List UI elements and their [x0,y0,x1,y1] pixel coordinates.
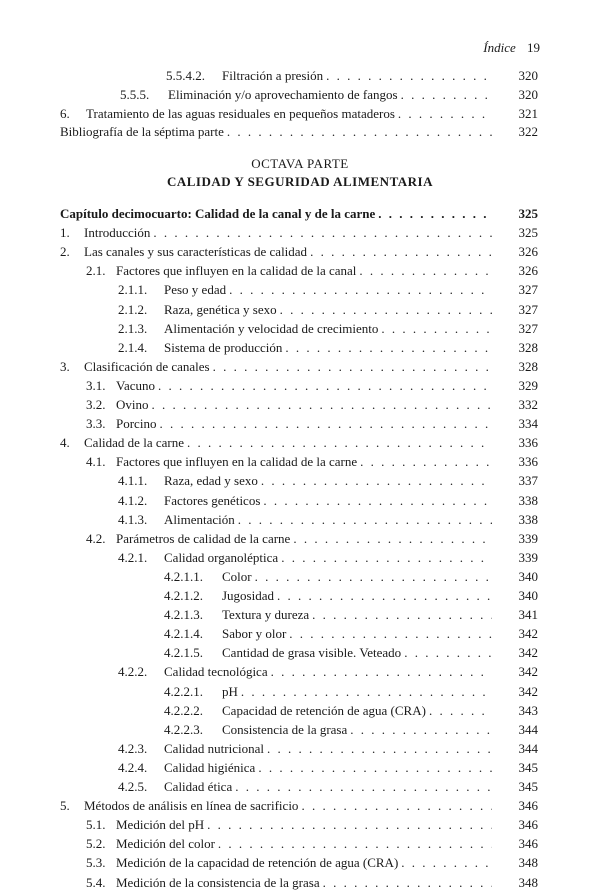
toc-entry-number: 5.1. [86,817,106,832]
toc-entry-title-wrap [84,243,498,261]
toc-entry [0,835,600,853]
dot-leader [158,377,492,395]
toc-entry [0,243,600,261]
toc-entry-title-wrap [60,205,498,223]
toc-entry-number: 2.1.3. [118,321,148,336]
toc-entry-number: 4.2. [86,531,106,546]
toc-entry-page: 346 [518,836,538,851]
toc-entry-title-wrap [84,434,498,452]
toc-entry [0,663,600,681]
toc-entry-number: 4.2.4. [118,760,148,775]
toc-entry-page: 326 [518,263,538,278]
toc-entry-title: Calidad de la carne [84,435,184,450]
toc-entry-title: Parámetros de calidad de la carne [116,531,291,546]
toc-entry-page: 345 [518,760,538,775]
dot-leader [404,644,492,662]
dot-leader [229,281,492,299]
toc-entry-page: 327 [518,282,538,297]
toc-entry-title: Jugosidad [222,588,274,603]
toc-entry-title-wrap [164,511,498,529]
toc-entry-page: 325 [518,206,538,221]
toc-entry-number: 4.2.2.3. [164,722,203,737]
toc-entry [0,377,600,395]
toc-entry-title: Calidad tecnológica [164,664,268,679]
toc-entry-title-wrap [164,740,498,758]
dot-leader [235,778,492,796]
toc-entry [0,105,600,123]
dot-leader [429,702,492,720]
toc-entry-page: 328 [518,359,538,374]
toc-entry-number: 5.2. [86,836,106,851]
toc-entry-title: Sistema de producción [164,340,283,355]
dot-leader [187,434,492,452]
toc-entry-title-wrap [84,224,498,242]
toc-entry-title: Peso y edad [164,282,227,297]
toc-entry-title-wrap [84,358,498,376]
toc-entry-title: Tratamiento de las aguas residuales en pequeños mataderos [86,106,395,121]
toc-entry-title-wrap [116,874,498,892]
toc-entry-number: 4. [60,435,70,450]
toc-entry-number: 3.1. [86,378,106,393]
toc-entry-title-wrap [164,320,498,338]
toc-entry [0,301,600,319]
toc-entry-title-wrap [168,86,498,104]
toc-entry-title-wrap [164,339,498,357]
toc-entry-title-wrap [164,492,498,510]
dot-leader [159,415,492,433]
toc-entry-title: Textura y dureza [222,607,310,622]
toc-entry-title: Ovino [116,397,149,412]
toc-entry-title-wrap [222,67,498,85]
toc-entry-title: Clasificación de canales [84,359,210,374]
toc-entry-title-wrap [164,472,498,490]
toc-entry-title-wrap [222,721,498,739]
toc-entry-page: 321 [518,106,538,121]
dot-leader [153,224,492,242]
toc-entry-page: 342 [518,684,538,699]
toc-entry-number: 2.1.4. [118,340,148,355]
dot-leader [238,511,492,529]
toc-entry-page: 344 [518,722,538,737]
header-page-number: 19 [527,40,540,55]
toc-entry-title: Consistencia de la grasa [222,722,348,737]
toc-entry-title: Medición de la capacidad de retención de agua (CRA) [116,855,399,870]
toc-entry-title: Capacidad de retención de agua (CRA) [222,703,426,718]
toc-entry [0,683,600,701]
header-title: Índice [483,40,516,55]
toc-entry-title-wrap [164,759,498,777]
toc-entry-title-wrap [116,453,498,471]
toc-entry-title-wrap [164,281,498,299]
toc-entry [0,530,600,548]
toc-entry [0,67,600,85]
part-title: CALIDAD Y SEGURIDAD ALIMENTARIA [166,174,434,189]
toc-entry-number: 2.1. [86,263,106,278]
toc-entry-page: 348 [518,875,538,890]
toc-entry [0,415,600,433]
toc-entry [0,434,600,452]
toc-entry-page: 336 [518,435,538,450]
toc-entry-number: 4.2.2.1. [164,684,203,699]
dot-leader [360,453,492,471]
toc-entry-number: 4.2.3. [118,741,148,756]
dot-leader [241,683,492,701]
toc-entry-page: 327 [518,302,538,317]
toc-entry-title: Factores genéticos [164,493,261,508]
toc-entry-title: Factores que influyen en la calidad de la canal [116,263,357,278]
toc-entry-title-wrap [222,625,498,643]
toc-entry-page: 346 [518,817,538,832]
dot-leader [227,123,492,141]
toc-entry [0,797,600,815]
toc-entry-number: 3.3. [86,416,106,431]
toc-entry [0,320,600,338]
toc-entry [0,874,600,892]
toc-entry-title: Métodos de análisis en línea de sacrificio [84,798,299,813]
toc-entry-title-wrap [222,683,498,701]
toc-entry [0,472,600,490]
toc-entry [0,492,600,510]
toc-entry-title-wrap [222,587,498,605]
dot-leader [401,854,492,872]
toc-entry [0,262,600,280]
toc-entry-title: Calidad nutricional [164,741,265,756]
dot-leader [271,663,492,681]
toc-entry-title: Raza, edad y sexo [164,473,258,488]
toc-entry-page: 327 [518,321,538,336]
toc-entry-title: Color [222,569,252,584]
toc-entry-title-wrap [222,606,498,624]
toc-entry-page: 320 [518,87,538,102]
toc-entry-title: Calidad higiénica [164,760,256,775]
dot-leader [152,396,493,414]
toc-entry-page: 342 [518,664,538,679]
toc-entry [0,587,600,605]
dot-leader [381,320,492,338]
dot-leader [289,625,492,643]
toc-entry [0,453,600,471]
dot-leader [359,262,492,280]
toc-entry-title-wrap [164,549,498,567]
toc-entry-number: 3. [60,359,70,374]
toc-entry [0,281,600,299]
toc-entry-page: 328 [518,340,538,355]
toc-entry-number: 5.3. [86,855,106,870]
dot-leader [218,835,492,853]
toc-entry-title: Las canales y sus características de calidad [84,244,308,259]
toc-entry-number: 4.2.2.2. [164,703,203,718]
toc-entry-page: 344 [518,741,538,756]
dot-leader [401,86,492,104]
dot-leader [301,797,492,815]
toc-entry-page: 332 [518,397,538,412]
dot-leader [281,549,492,567]
toc-entry-page: 329 [518,378,538,393]
toc-entry-number: 4.2.1.4. [164,626,203,641]
toc-entry [0,740,600,758]
toc-entry-number: 3.2. [86,397,106,412]
toc-entry-title: Filtración a presión [222,68,324,83]
dot-leader [285,339,492,357]
toc-entry-title-wrap [86,105,498,123]
dot-leader [323,874,492,892]
toc-entry [0,568,600,586]
toc-entry-title: Introducción [84,225,151,240]
toc-entry-page: 320 [518,68,538,83]
dot-leader [267,740,492,758]
toc-entry-title: Calidad organoléptica [164,550,279,565]
toc-entry [0,702,600,720]
toc-entry-title-wrap [222,702,498,720]
toc-entry-number: 4.1.3. [118,512,148,527]
dot-leader [207,816,492,834]
toc-entry-title-wrap [60,123,498,141]
toc-entry [0,339,600,357]
toc-entry [0,625,600,643]
toc-entry-page: 325 [518,225,538,240]
toc-entry-title-wrap [116,262,498,280]
toc-entry-title-wrap [84,797,498,815]
toc-entry-title-wrap [116,816,498,834]
toc-entry [0,123,600,141]
toc-entry [0,644,600,662]
dot-leader [263,492,492,510]
toc-entry-title-wrap [164,778,498,796]
toc-entry-page: 339 [518,550,538,565]
toc-entry-number: 4.1.2. [118,493,148,508]
toc-entry-page: 340 [518,588,538,603]
dot-leader [280,301,492,319]
toc-entry-title: Factores que influyen en la calidad de la carne [116,454,358,469]
toc-entry-title-wrap [116,835,498,853]
dot-leader [255,568,492,586]
dot-leader [277,587,492,605]
toc-entry-page: 336 [518,454,538,469]
toc-entry-number: 4.2.2. [118,664,148,679]
toc-entry-page: 348 [518,855,538,870]
dot-leader [398,105,492,123]
dot-leader [350,721,492,739]
dot-leader [293,530,492,548]
part-label: OCTAVA PARTE [251,156,349,171]
toc-entry-number: 4.2.1.1. [164,569,203,584]
toc-entry-title: pH [222,684,238,699]
toc-entry-page: 346 [518,798,538,813]
toc-entry-title: Medición del color [116,836,215,851]
dot-leader [310,243,492,261]
dot-leader [312,606,492,624]
toc-entry-number: 1. [60,225,70,240]
toc-entry-number: 6. [60,106,70,121]
toc-entry-title-wrap [116,854,498,872]
toc-entry [0,759,600,777]
toc-entry-number: 4.2.1.5. [164,645,203,660]
toc-entry-title: Cantidad de grasa visible. Veteado [222,645,402,660]
toc-entry [0,606,600,624]
toc-entry-page: 326 [518,244,538,259]
toc-entry [0,511,600,529]
toc-entry [0,205,600,223]
toc-entry-title-wrap [222,568,498,586]
toc-entry-page: 340 [518,569,538,584]
toc-entry-number: 4.1.1. [118,473,148,488]
toc-entry-page: 342 [518,626,538,641]
toc-entry-title-wrap [164,301,498,319]
toc-entry-number: 2.1.2. [118,302,148,317]
toc-entry [0,854,600,872]
toc-entry-title-wrap [164,663,498,681]
toc-entry-number: 2. [60,244,70,259]
toc-entry-number: 4.2.1.3. [164,607,203,622]
toc-entry-page: 343 [518,703,538,718]
toc-entry-title-wrap [116,377,498,395]
toc-entry-page: 341 [518,607,538,622]
toc-entry-page: 334 [518,416,538,431]
toc-entry-number: 4.2.1. [118,550,148,565]
toc-entry [0,86,600,104]
toc-entry-title: Alimentación y velocidad de crecimiento [164,321,379,336]
dot-leader [213,358,492,376]
toc-entry-page: 337 [518,473,538,488]
toc-entry-title: Vacuno [116,378,155,393]
toc-entry-title-wrap [222,644,498,662]
toc-entry [0,358,600,376]
toc-entry [0,721,600,739]
toc-entry [0,396,600,414]
toc-entry-title: Porcino [116,416,157,431]
toc-entry-title: Raza, genética y sexo [164,302,277,317]
toc-entry [0,778,600,796]
toc-entry-number: 5.5.5. [120,87,150,102]
toc-entry-page: 339 [518,531,538,546]
toc-entry-title-wrap [116,396,498,414]
toc-entry-number: 2.1.1. [118,282,148,297]
toc-entry-title-wrap [116,415,498,433]
toc-entry-page: 338 [518,512,538,527]
toc-entry-page: 345 [518,779,538,794]
toc-entry-title-wrap [116,530,498,548]
toc-entry-page: 342 [518,645,538,660]
toc-entry-title: Medición del pH [116,817,205,832]
toc-entry [0,224,600,242]
dot-leader [378,205,492,223]
toc-entry-page: 338 [518,493,538,508]
toc-entry-title: Bibliografía de la séptima parte [60,124,224,139]
dot-leader [261,472,492,490]
toc-entry-number: 4.2.5. [118,779,148,794]
dot-leader [258,759,492,777]
toc-entry-number: 4.2.1.2. [164,588,203,603]
running-header [483,40,540,56]
toc-entry-title: Sabor y olor [222,626,287,641]
toc-entry-title: Eliminación y/o aprovechamiento de fangos [168,87,398,102]
toc-entry-number: 5.4. [86,875,106,890]
toc-entry-title: Alimentación [164,512,235,527]
toc-entry-title: Capítulo decimocuarto: Calidad de la canal y de la carne [60,206,376,221]
toc-entry-number: 5. [60,798,70,813]
toc-entry-number: 5.5.4.2. [166,68,205,83]
toc-entry-number: 4.1. [86,454,106,469]
toc-entry [0,816,600,834]
dot-leader [326,67,492,85]
toc-entry [0,549,600,567]
toc-entry-title: Calidad ética [164,779,233,794]
toc-entry-title: Medición de la consistencia de la grasa [116,875,320,890]
toc-entry-page: 322 [518,124,538,139]
